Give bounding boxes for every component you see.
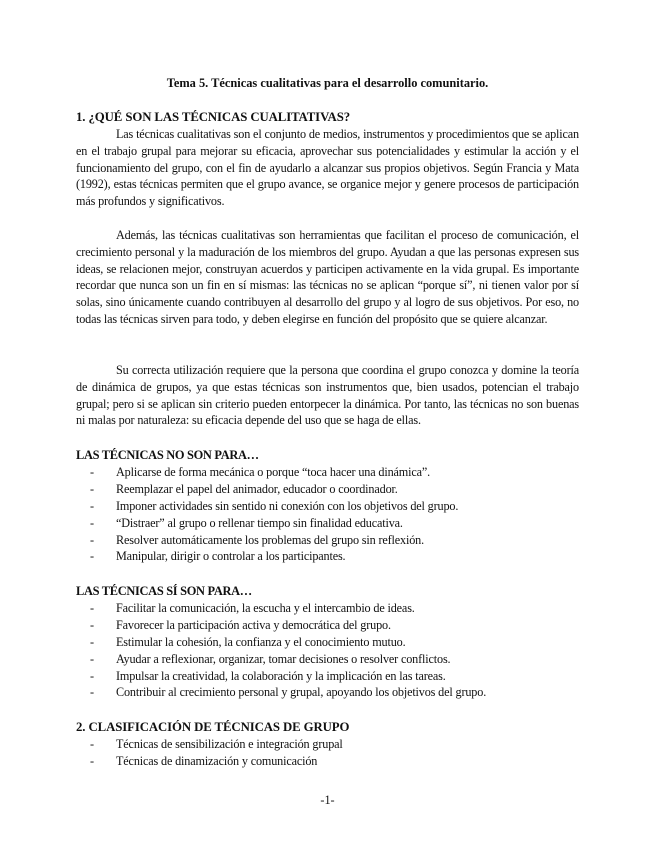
list-item: - Reemplazar el papel del animador, educador o coordinador. [90,481,398,496]
list-dash: - [90,737,94,751]
list-item: - Técnicas de dinamización y comunicación [90,753,318,768]
list-item: - Estimular la cohesión, la confianza y el conocimiento mutuo. [90,634,406,649]
list-item: - Favorecer la participación activa y democrática del grupo. [90,617,391,632]
paragraph-usage: Su correcta utilización requiere que la persona que coordina el grupo conozca y domine la teoría de dinámica de grupos, ya que estas técnicas son instrumentos que, bien usados, potencian el trabajo grupal; pero si se aplican sin criterio pueden entorpecer la dinámica. Por tanto, las técnicas no son buenas ni malas por naturaleza: su eficacia depende del uso que se haga de ellas. [76,363,579,428]
list-dash: - [90,753,94,768]
list-dash: - [90,617,94,632]
list-dash: - [90,685,94,700]
section-heading-what-are: 1. ¿QUÉ SON LAS TÉCNICAS CUALITATIVAS? [76,110,351,124]
list-dash: - [90,515,94,530]
list-item: - Aplicarse de forma mecánica o porque “toca hacer una dinámica”. [90,465,431,479]
list-dash: - [90,481,94,496]
list-dash: - [90,498,94,513]
list-item: - Impulsar la creatividad, la colaboración y la implicación en las tareas. [90,668,446,683]
list-item: - Técnicas de sensibilización e integración grupal [90,737,343,751]
list-classification [76,736,579,770]
list-dash: - [90,532,94,547]
list-item: - “Distraer” al grupo o rellenar tiempo sin finalidad educativa. [90,515,403,530]
list-dash: - [90,651,94,666]
list-dash: - [90,634,94,649]
list-item: - Contribuir al crecimiento personal y grupal, apoyando los objetivos del grupo. [90,685,487,700]
list-dash: - [90,549,94,564]
list-item: - Manipular, dirigir o controlar a los participantes. [90,549,346,564]
list-dash: - [90,668,94,683]
section-heading-classification: 2. CLASIFICACIÓN DE TÉCNICAS DE GRUPO [76,720,350,734]
heading-not-for: LAS TÉCNICAS NO SON PARA… [76,448,259,462]
heading-for: LAS TÉCNICAS SÍ SON PARA… [76,584,252,598]
list-item: - Ayudar a reflexionar, organizar, tomar decisiones o resolver conflictos. [90,651,451,666]
list-not-for [76,464,579,565]
list-item: - Facilitar la comunicación, la escucha y el intercambio de ideas. [90,601,415,615]
list-dash: - [90,465,94,479]
list-item: - Resolver automáticamente los problemas del grupo sin reflexión. [90,532,425,547]
paragraph-definition: Las técnicas cualitativas son el conjunto de medios, instrumentos y procedimientos que se aplican en el trabajo grupal para mejorar su eficacia, aprovechar sus potencialidades y estimular la acción y el funcionamiento del grupo, con el fin de ayudarlo a alcanzar sus propios objetivos. Según Francia y Mata (1992), estas técnicas permiten que el grupo avance, se organice mejor y genere procesos de participación más profundos y significativos. [76,127,579,209]
list-for [76,600,579,701]
page-number: -1- [320,793,335,807]
list-item: - Imponer actividades sin sentido ni conexión con los objetivos del grupo. [90,498,459,513]
list-dash: - [90,601,94,615]
document-title: Tema 5. Técnicas cualitativas para el desarrollo comunitario. [166,76,489,90]
paragraph-tools: Además, las técnicas cualitativas son herramientas que facilitan el proceso de comunicación, el crecimiento personal y la maduración de los miembros del grupo. Ayudan a que las personas expresen sus ideas, se relacionen mejor, construyan acuerdos y participen activamente en la vida grupal. Es importante recordar que nunca son un fin en sí mismas: las técnicas no se aplican “porque sí”, ni tienen valor por sí solas, sino únicamente cuando contribuyen al desarrollo del grupo y al logro de sus objetivos. Por eso, no todas las técnicas sirven para todo, y deben elegirse en función del propósito que se quiere alcanzar. [76,228,579,326]
